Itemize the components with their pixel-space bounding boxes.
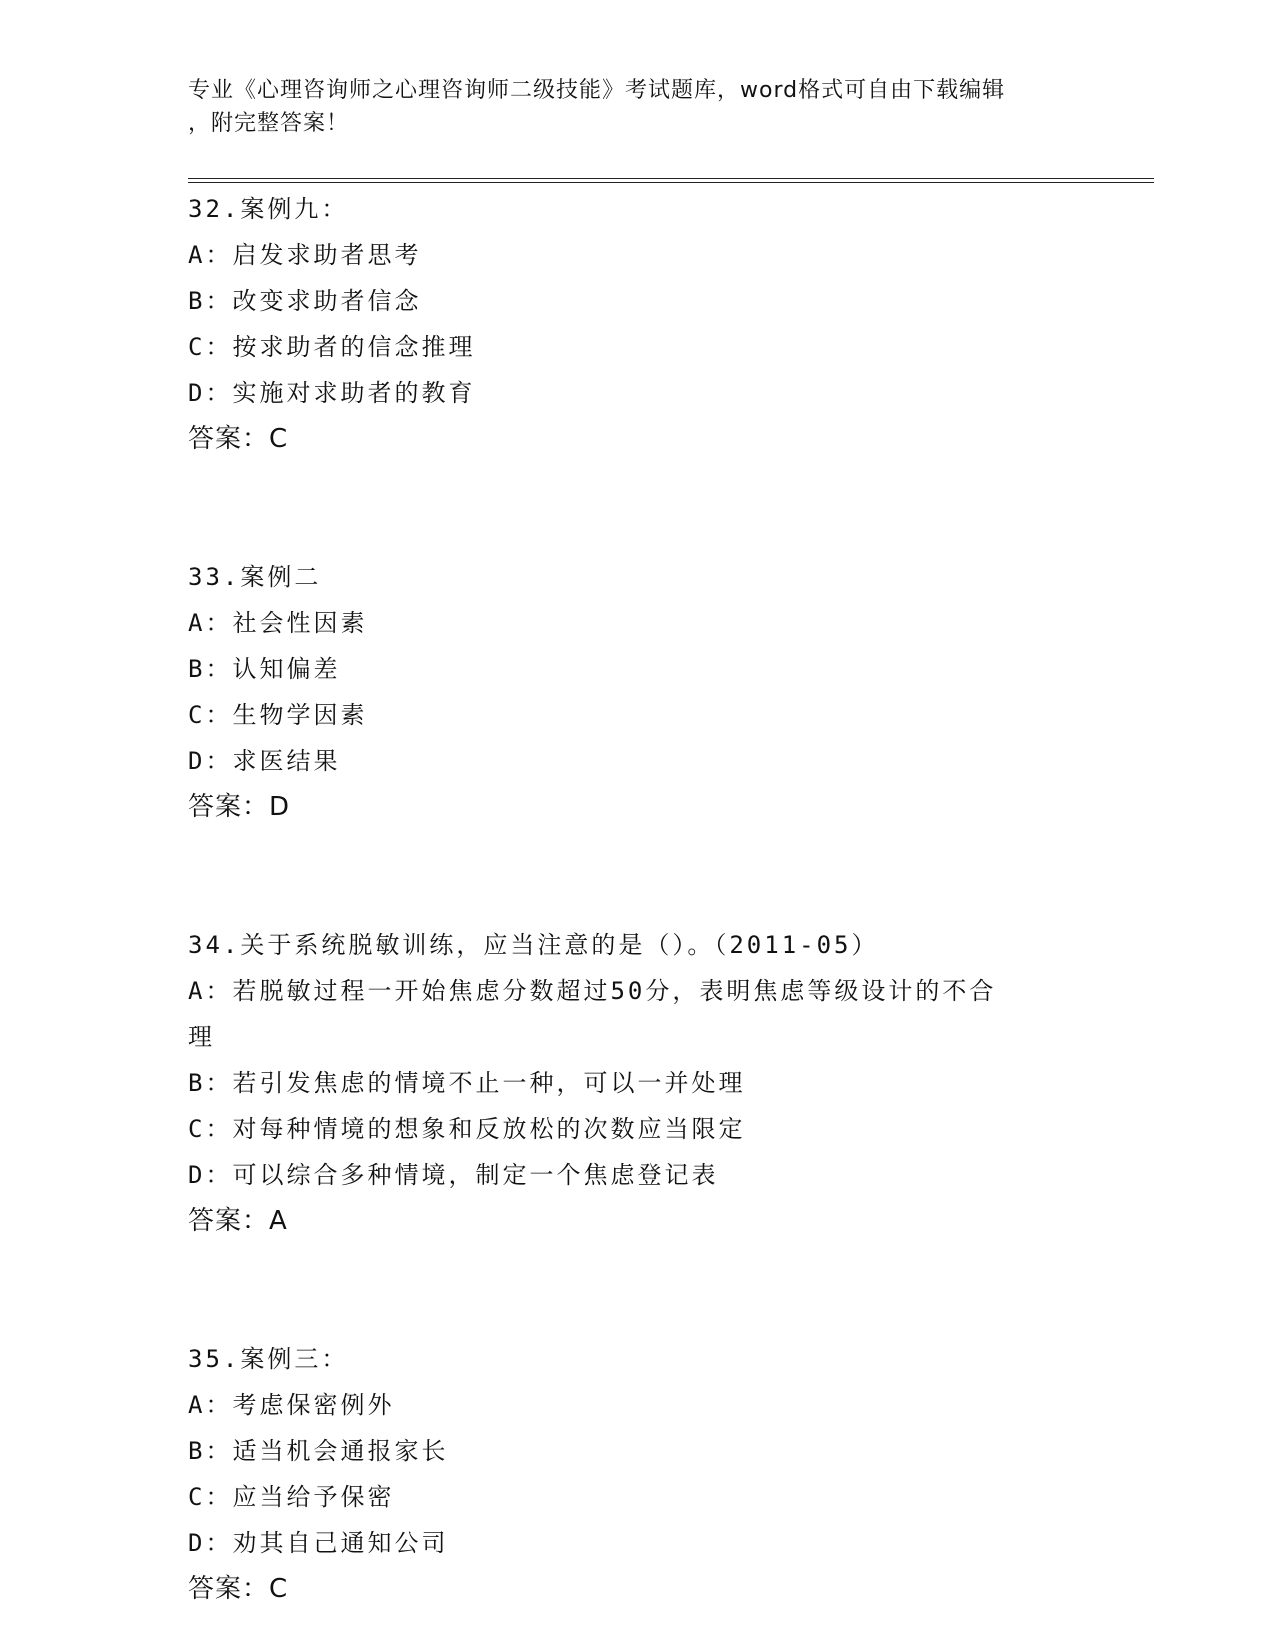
option-d: D：实施对求助者的教育	[188, 379, 476, 407]
option-d: D：求医结果	[188, 747, 341, 775]
option-b: B：适当机会通报家长	[188, 1437, 449, 1465]
header-line-2: ，附完整答案！	[188, 111, 350, 136]
question-stem: 32.案例九：	[188, 195, 349, 223]
question-33	[188, 554, 1088, 830]
option-c: C：按求助者的信念推理	[188, 333, 476, 361]
option-b: B：改变求助者信念	[188, 287, 422, 315]
option-a: A：社会性因素	[188, 609, 368, 637]
spacer	[188, 462, 1088, 554]
question-34	[188, 922, 1088, 1244]
option-d: D：劝其自己通知公司	[188, 1529, 449, 1557]
question-stem: 35.案例三：	[188, 1345, 349, 1373]
option-a: A：启发求助者思考	[188, 241, 422, 269]
option-c: C：对每种情境的想象和反放松的次数应当限定	[188, 1115, 746, 1143]
header-line-1: 专业《心理咨询师之心理咨询师二级技能》考试题库，word格式可自由下载编辑	[188, 78, 1006, 103]
spacer	[188, 1244, 1088, 1336]
question-stem: 34.关于系统脱敏训练，应当注意的是（）。（2011-05）	[188, 931, 879, 959]
question-32	[188, 186, 1088, 462]
spacer	[188, 830, 1088, 922]
document-header	[188, 74, 1088, 140]
question-list	[188, 186, 1088, 1612]
option-b: B：认知偏差	[188, 655, 341, 683]
option-b: B：若引发焦虑的情境不止一种，可以一并处理	[188, 1069, 746, 1097]
question-stem: 33.案例二	[188, 563, 322, 591]
option-a: A：若脱敏过程一开始焦虑分数超过50分，表明焦虑等级设计的不合	[188, 977, 997, 1005]
answer-label: 答案：A	[188, 1206, 288, 1236]
option-c: C：生物学因素	[188, 701, 368, 729]
answer-label: 答案：C	[188, 424, 289, 454]
option-a: A：考虑保密例外	[188, 1391, 395, 1419]
answer-label: 答案：D	[188, 792, 291, 822]
question-35	[188, 1336, 1088, 1612]
answer-label: 答案：C	[188, 1574, 289, 1604]
option-d: D：可以综合多种情境，制定一个焦虑登记表	[188, 1161, 719, 1189]
option-a-continued: 理	[188, 1023, 215, 1051]
option-c: C：应当给予保密	[188, 1483, 395, 1511]
header-divider	[188, 178, 1154, 183]
